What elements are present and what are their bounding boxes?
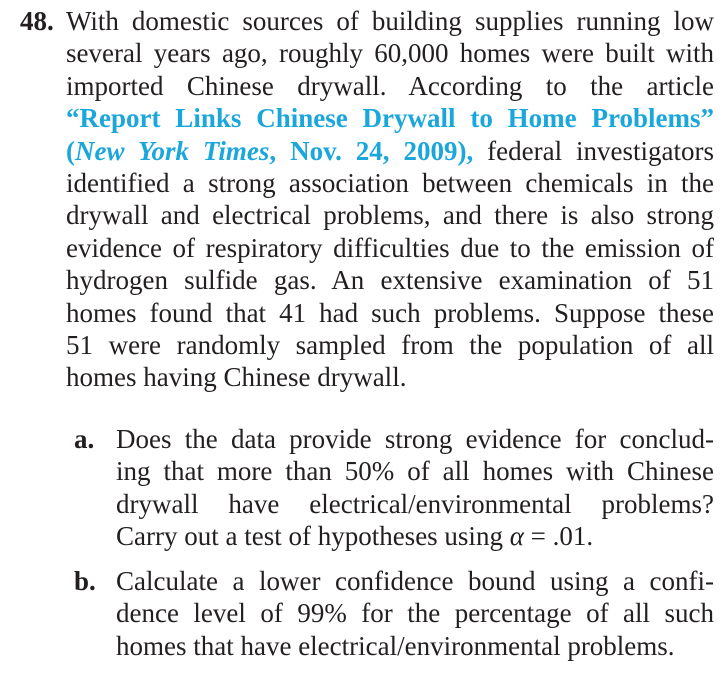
article-title: “Report Links Chinese Drywall to Home Problems”: [66, 103, 714, 134]
problem-text-line: hydrogen sulfide gas. An extensive examination of 51: [66, 265, 714, 296]
part-b-line: dence level of 99% for the percentage of all such: [116, 598, 714, 629]
citation-date: , Nov. 24, 2009),: [269, 135, 474, 166]
problem-text-line: evidence of respiratory difficulties due to the emission of: [66, 232, 714, 263]
problem-text-line: identified a strong association between chemicals in the: [66, 168, 714, 198]
part-a-label: a.: [74, 424, 95, 454]
newspaper-name: New York Times: [75, 135, 270, 166]
problem-text-line: imported Chinese drywall. According to the article: [66, 70, 714, 101]
problem-text-line: 51 were randomly sampled from the population of all: [66, 330, 714, 360]
part-b-label: b.: [74, 566, 96, 596]
part-a-line: Does the data provide strong evidence for conclud-: [116, 424, 714, 454]
part-a-line: drywall have electrical/environmental problems?: [116, 488, 714, 519]
part-a-line: ing that more than 50% of all homes with Chinese: [116, 456, 714, 487]
problem-text-line: homes found that 41 had such problems. Suppose these: [66, 297, 714, 328]
problem-text-line: With domestic sources of building supplies running low: [66, 6, 714, 36]
part-a-line: Carry out a test of hypotheses using α = .01.: [116, 521, 594, 552]
problem-text-line: several years ago, roughly 60,000 homes were built with: [66, 38, 714, 69]
part-b-line: homes that have electrical/environmental problems.: [116, 630, 675, 661]
problem-number: 48.: [20, 6, 54, 36]
problem-text-line: homes having Chinese drywall.: [66, 362, 407, 393]
part-b-line: Calculate a lower confidence bound using a confi-: [116, 566, 714, 596]
citation-line: (New York Times, Nov. 24, 2009), federal investigators: [66, 135, 715, 166]
problem-text-line: drywall and electrical problems, and there is also strong: [66, 200, 714, 231]
alpha-symbol: α: [509, 521, 524, 552]
